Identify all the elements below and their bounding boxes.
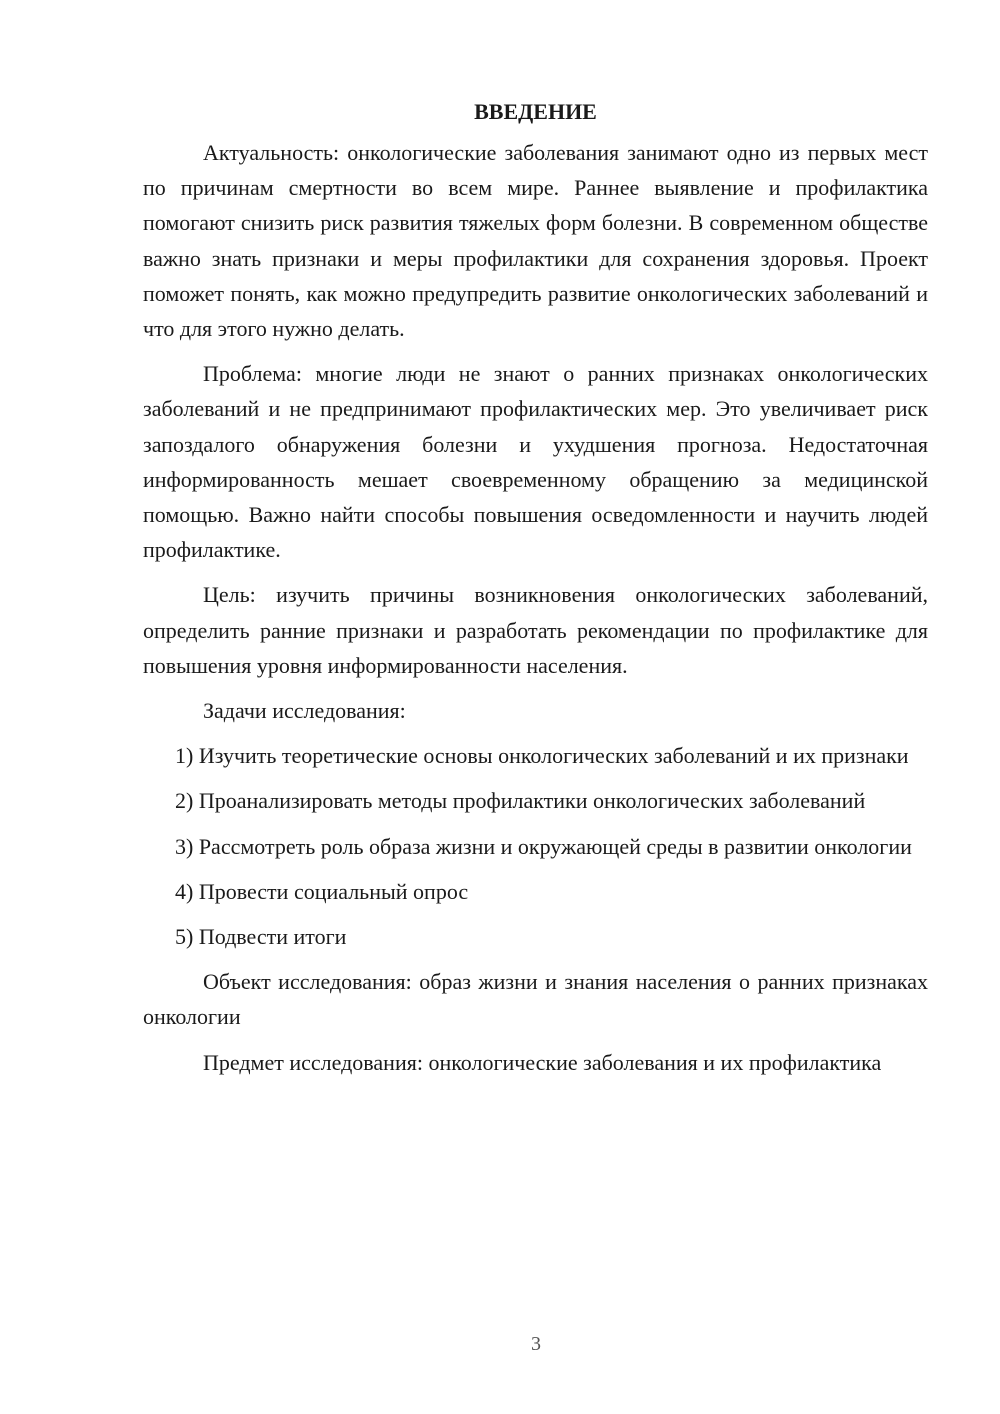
problem-paragraph: Проблема: многие люди не знают о ранних признаках онкологических заболеваний и не предпринимают профилактических мер. Это увеличивает риск запоздалого обнаружения болезни и ухудшения прогноза. Недостаточная информированность мешает своевременному обращению за медицинской помощью. Важно найти способы повышения осведомленности и научить людей профилактике.: [143, 361, 928, 563]
section-heading: ВВЕДЕНИЕ: [474, 99, 597, 124]
task-item-3: 3) Рассмотреть роль образа жизни и окружающей среды в развитии онкологии: [175, 833, 912, 859]
task-item-5: 5) Подвести итоги: [175, 924, 347, 950]
task-item-4: 4) Провести социальный опрос: [175, 878, 469, 904]
task-item-1: 1) Изучить теоретические основы онкологических заболеваний и их признаки: [175, 743, 909, 769]
relevance-paragraph: Актуальность: онкологические заболевания занимают одно из первых мест по причинам смертности во всем мире. Раннее выявление и профилактика помогают снизить риск развития тяжелых форм болезни. В современном обществе важно знать признаки и меры профилактики для сохранения здоровья. Проект поможет понять, как можно предупредить развитие онкологических заболеваний и что для этого нужно делать.: [143, 140, 928, 342]
page-number: 3: [531, 1333, 541, 1355]
subject-paragraph: Предмет исследования: онкологические заболевания и их профилактика: [203, 1049, 882, 1075]
tasks-title: Задачи исследования:: [203, 698, 406, 724]
page-content: [143, 94, 928, 1090]
object-paragraph: Объект исследования: образ жизни и знания населения о ранних признаках онкологии: [143, 969, 928, 1030]
task-item-2: 2) Проанализировать методы профилактики онкологических заболеваний: [175, 788, 866, 814]
goal-paragraph: Цель: изучить причины возникновения онкологических заболеваний, определить ранние признаки и разработать рекомендации по профилактике для повышения уровня информированности населения.: [143, 582, 928, 678]
